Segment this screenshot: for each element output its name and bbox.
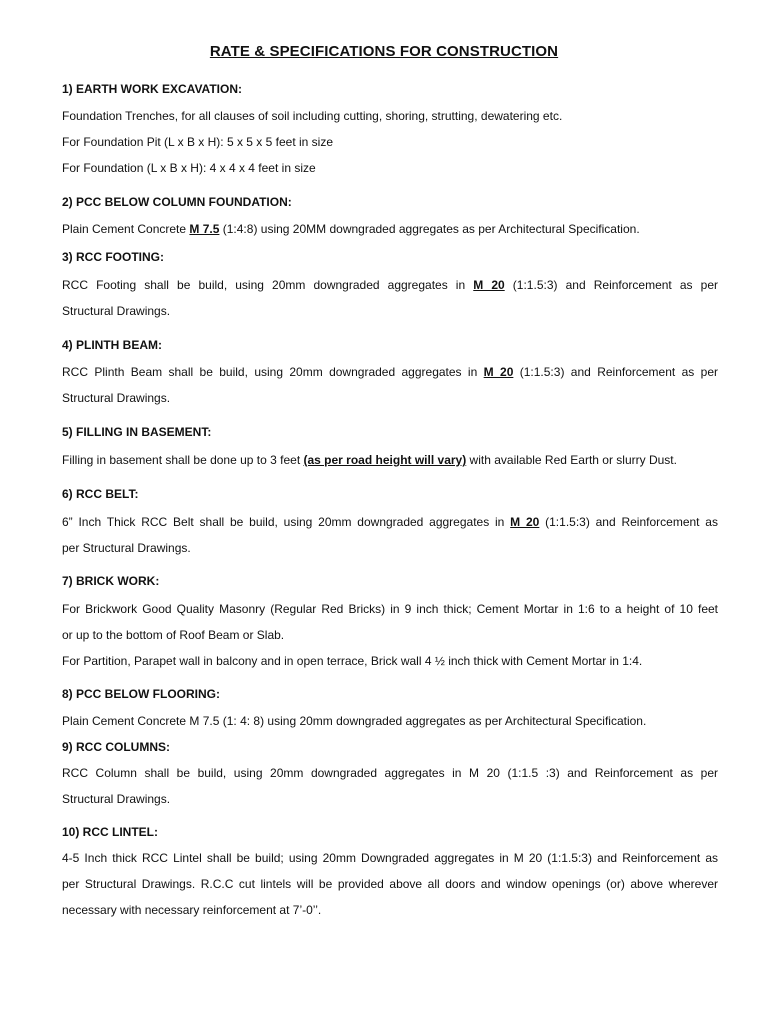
text-run: (1:1.5:3) and Reinforcement as [539, 515, 718, 529]
paragraph-line [62, 359, 718, 385]
concrete-grade: M 20 [510, 515, 540, 529]
paragraph-line: For Foundation (L x B x H): 4 x 4 x 4 feet in size [62, 161, 316, 175]
paragraph-line [62, 272, 718, 298]
document-title: RATE & SPECIFICATIONS FOR CONSTRUCTION [209, 43, 559, 60]
text-run: (1:4:8) using 20MM downgraded aggregates as per Architectural Specification. [219, 222, 640, 236]
paragraph-line: per Structural Drawings. R.C.C cut lintels will be provided above all doors and window openings (or) above wherever [62, 877, 718, 891]
section-heading-rcc-lintel: 10) RCC LINTEL: [62, 825, 158, 839]
text-run: (1:1.5:3) and Reinforcement as per [513, 365, 719, 379]
paragraph-line: Foundation Trenches, for all clauses of soil including cutting, shoring, strutting, dewatering etc. [62, 109, 563, 123]
section-heading-rcc-footing: 3) RCC FOOTING: [62, 250, 164, 264]
paragraph-line: 4-5 Inch thick RCC Lintel shall be build; using 20mm Downgraded aggregates in M 20 (1:1.5:3) and Reinforcement as [62, 851, 718, 865]
paragraph-line: Structural Drawings. [62, 792, 171, 806]
paragraph-line: necessary with necessary reinforcement at 7’-0’’. [62, 903, 322, 917]
section-heading-pcc-column: 2) PCC BELOW COLUMN FOUNDATION: [62, 195, 292, 209]
section-heading-rcc-columns: 9) RCC COLUMNS: [62, 740, 170, 754]
text-run: RCC Plinth Beam shall be build, using 20mm downgraded aggregates in [62, 365, 484, 379]
paragraph-line: Plain Cement Concrete M 7.5 (1: 4: 8) using 20mm downgraded aggregates as per Architectural Specification. [62, 714, 647, 728]
paragraph-line: For Partition, Parapet wall in balcony and in open terrace, Brick wall 4 ½ inch thick with Cement Mortar in 1:4. [62, 654, 643, 668]
text-run: 6” Inch Thick RCC Belt shall be build, using 20mm downgraded aggregates in [62, 515, 511, 529]
paragraph-line: For Brickwork Good Quality Masonry (Regular Red Bricks) in 9 inch thick; Cement Mortar in 1:6 to a height of 10 feet [62, 602, 718, 616]
paragraph-line: per Structural Drawings. [62, 541, 191, 555]
text-run: Filling in basement shall be done up to 3 feet [62, 453, 304, 467]
emphasis-note: (as per road height will vary) [303, 453, 467, 467]
text-run: RCC Footing shall be build, using 20mm downgraded aggregates in [62, 278, 474, 292]
paragraph-line: or up to the bottom of Roof Beam or Slab. [62, 628, 285, 642]
paragraph-line: For Foundation Pit (L x B x H): 5 x 5 x 5 feet in size [62, 135, 334, 149]
text-run: (1:1.5:3) and Reinforcement as per [504, 278, 718, 292]
section-heading-earth-work: 1) EARTH WORK EXCAVATION: [62, 82, 242, 96]
section-heading-brick-work: 7) BRICK WORK: [62, 574, 160, 588]
paragraph-line: Structural Drawings. [62, 304, 171, 318]
paragraph-line [62, 509, 718, 535]
section-heading-filling-basement: 5) FILLING IN BASEMENT: [62, 425, 212, 439]
concrete-grade: M 20 [483, 365, 514, 379]
paragraph-line: Structural Drawings. [62, 391, 171, 405]
paragraph-line [62, 216, 718, 242]
paragraph-line [62, 447, 718, 473]
section-heading-pcc-flooring: 8) PCC BELOW FLOORING: [62, 687, 220, 701]
concrete-grade: M 7.5 [189, 222, 220, 236]
text-run: with available Red Earth or slurry Dust. [466, 453, 677, 467]
text-run: Plain Cement Concrete [62, 222, 190, 236]
paragraph-line: RCC Column shall be build, using 20mm downgraded aggregates in M 20 (1:1.5 :3) and Reinforcement as per [62, 766, 718, 780]
section-heading-plinth-beam: 4) PLINTH BEAM: [62, 338, 162, 352]
section-heading-rcc-belt: 6) RCC BELT: [62, 487, 139, 501]
concrete-grade: M 20 [473, 278, 505, 292]
